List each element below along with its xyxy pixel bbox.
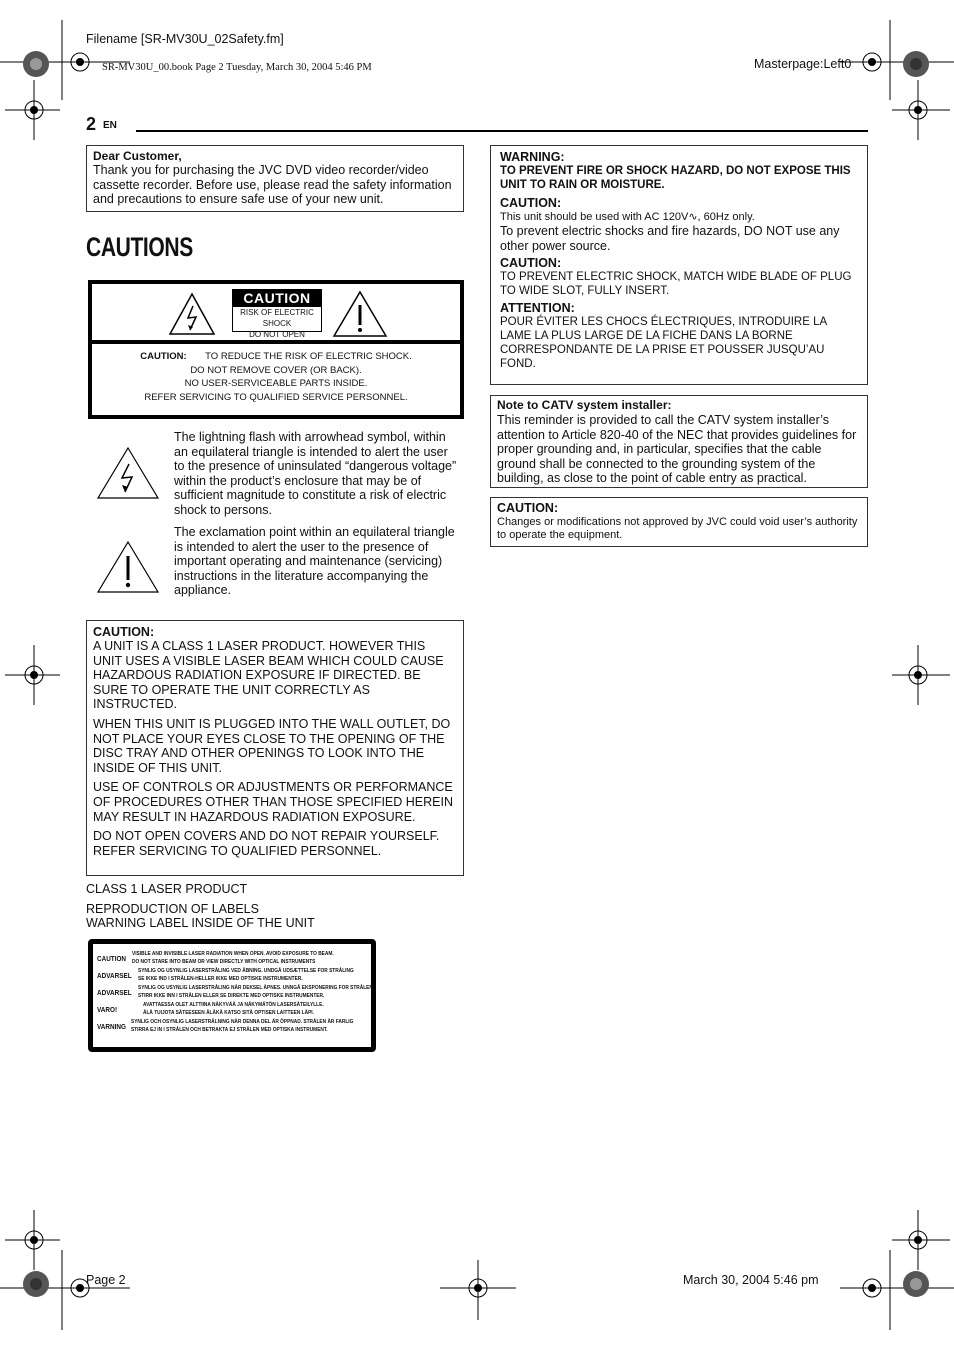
laser-label-line: SYNLIG OG USYNLIG LASERSTRÅLING NÅR DEKSEL ÅPNES. UNNGÅ EKSPONERING FOR STRÅLEN	[137, 985, 373, 991]
laser-label-text	[138, 967, 354, 983]
laser-label-line: DO NOT STARE INTO BEAM OR VIEW DIRECTLY WITH OPTICAL INSTRUMENTS	[132, 959, 316, 965]
dear-customer-box	[86, 145, 464, 212]
warning-title: WARNING:	[500, 150, 565, 164]
plug-caution-title: CAUTION:	[500, 256, 562, 271]
laser-label-row	[97, 984, 373, 1000]
lightning-symbol-icon	[96, 446, 160, 500]
laser-caution-box	[86, 620, 464, 876]
exclamation-triangle-icon	[332, 290, 388, 338]
header-rule	[136, 130, 868, 132]
caution-badge-sub2: DO NOT OPEN	[249, 330, 305, 339]
laser-label-line: VISIBLE AND INVISIBLE LASER RADIATION WHEN OPEN. AVOID EXPOSURE TO BEAM.	[132, 951, 335, 957]
laser-label-lang: VARNING	[97, 1021, 126, 1031]
laser-caution-title: CAUTION:	[93, 625, 155, 639]
laser-label-lang: CAUTION	[97, 953, 127, 963]
page-title: CAUTIONS	[86, 232, 193, 262]
modification-caution-text: Changes or modifications not approved by JVC could void user’s authority to operate the equipment.	[497, 516, 858, 541]
warning-label-inside: WARNING LABEL INSIDE OF THE UNIT	[86, 916, 315, 930]
catv-note-box	[490, 395, 868, 488]
footer-page: Page 2	[86, 1273, 126, 1287]
page-language: EN	[103, 120, 117, 131]
laser-label-line: SYNLIG OCH OSYNLIG LASERSTRÅLNING NÄR DENNA DEL ÄR ÖPPNAD. STRÅLEN ÄR FARLIG	[131, 1019, 354, 1025]
filename-label: Filename [SR-MV30U_02Safety.fm]	[86, 32, 284, 46]
modification-caution-title: CAUTION:	[497, 501, 559, 515]
catv-text: This reminder is provided to call the CATV system installer’s attention to Article 820-40 of the NEC that provides guidelines for proper grounding and, in particular, specifies that the cable ground shall be connected to the grounding system of the building, as close to the point of cable entry as practical.	[497, 413, 857, 486]
footer-date: March 30, 2004 5:46 pm	[683, 1273, 819, 1287]
laser-label-lang: VARO!	[97, 1004, 118, 1014]
caution-label-line4: REFER SERVICING TO QUALIFIED SERVICE PERSONNEL.	[144, 391, 408, 403]
laser-label-line: SYNLIG OG USYNLIG LASERSTRÅLING VED ÅBNING. UNDGÅ UDSÆTTELSE FOR STRÅLING	[137, 968, 354, 974]
laser-label-text	[137, 984, 373, 1000]
attention-text: POUR ÉVITER LES CHOCS ÉLECTRIQUES, INTRODUIRE LA LAME LA PLUS LARGE DE LA FICHE DANS LA BORNE CORRESPONDANTE DE LA PRISE ET POUSSER JUSQU’AU FOND.	[500, 316, 827, 371]
laser-caution-p3: USE OF CONTROLS OR ADJUSTMENTS OR PERFORMANCE OF PROCEDURES OTHER THAN THOSE SPECIFIED HEREIN MAY RESULT IN HAZARDOUS RADIATION EXPOSURE.	[93, 780, 454, 824]
caution-badge	[232, 289, 322, 339]
masterpage-label: Masterpage:Left0	[754, 57, 852, 71]
laser-label-line: AVATTAESSA OLET ALTTIINA NÄKYVÄÄ JA NÄKYMÄTÖN LASERSÄTEILYLLE.	[143, 1002, 324, 1008]
laser-caution-p1: A UNIT IS A CLASS 1 LASER PRODUCT. HOWEVER THIS UNIT USES A VISIBLE LASER BEAM WHICH COULD CAUSE HAZARDOUS RADIATION EXPOSURE IF DIRECTED. BE SURE TO OPERATE THE UNIT CORRECTLY AS INSTRUCTED.	[93, 639, 444, 712]
exclamation-symbol-text: The exclamation point within an equilateral triangle is intended to alert the user to the presence of important operating and maintenance (servicing) instructions in the literature accompanying the appliance.	[174, 525, 455, 598]
page-number: 2	[86, 114, 97, 134]
laser-label-line: STIRR IKKE INN I STRÅLEN ELLER SE DIREKTE MED OPTISKE INSTRUMENTER.	[137, 993, 325, 999]
caution-label-line1: TO REDUCE THE RISK OF ELECTRIC SHOCK.	[205, 351, 412, 362]
laser-label-text	[143, 1001, 336, 1017]
power-caution-text1: This unit should be used with AC 120V∿, 60Hz only.	[500, 211, 755, 223]
caution-badge-title: CAUTION	[232, 289, 322, 307]
caution-label-divider	[92, 340, 460, 344]
laser-label-text	[132, 950, 334, 966]
caution-label-panel	[88, 280, 464, 419]
caution-badge-sub1: RISK OF ELECTRIC SHOCK	[240, 308, 314, 328]
laser-caution-p2: WHEN THIS UNIT IS PLUGGED INTO THE WALL OUTLET, DO NOT PLACE YOUR EYES CLOSE TO THE OPENING OF THE DISC TRAY AND OTHER OPENINGS TO LOOK INTO THE INSIDE OF THIS UNIT.	[93, 716, 451, 775]
laser-label-row	[97, 950, 367, 966]
modification-caution-box	[490, 497, 868, 547]
laser-label-row	[97, 1001, 367, 1017]
exclamation-symbol-icon	[96, 540, 160, 594]
warning-text: TO PREVENT FIRE OR SHOCK HAZARD, DO NOT EXPOSE THIS UNIT TO RAIN OR MOISTURE.	[500, 165, 851, 191]
laser-label-line: ÄLÄ TUIJOTA SÄTEESEEN ÄLÄKÄ KATSO SITÄ OPTISEN LAITTEEN LÄPI.	[143, 1010, 314, 1016]
class1-label: CLASS 1 LASER PRODUCT	[86, 882, 248, 896]
laser-label-lang: ADVARSEL	[97, 970, 132, 980]
laser-label-text	[131, 1018, 353, 1034]
warning-box	[490, 145, 868, 385]
plug-caution-text: TO PREVENT ELECTRIC SHOCK, MATCH WIDE BLADE OF PLUG TO WIDE SLOT, FULLY INSERT.	[500, 271, 852, 298]
power-caution-title: CAUTION:	[500, 196, 562, 210]
caution-label-line2: DO NOT REMOVE COVER (OR BACK).	[190, 364, 362, 376]
dear-customer-text: Thank you for purchasing the JVC DVD video recorder/video cassette recorder. Before use, please read the safety information and precautions to ensure safe use of your new unit.	[93, 163, 452, 207]
laser-label-row	[97, 967, 367, 983]
power-caution-text2: To prevent electric shocks and fire hazards, DO NOT use any other power source.	[500, 224, 840, 253]
laser-label-rows	[97, 950, 373, 1034]
caution-label-prefix: CAUTION:	[140, 351, 187, 362]
dear-customer-title: Dear Customer,	[93, 149, 182, 163]
lightning-symbol-text: The lightning flash with arrowhead symbol, within an equilateral triangle is intended to alert the user to the presence of uninsulated “dangerous voltage” within the product’s enclosure that may be of sufficient magnitude to constitute a risk of electric shock to persons.	[174, 430, 457, 517]
laser-label-line: SE IKKE IND I STRÅLEN-HELLER IKKE MED OPTISKE INSTRUMENTER.	[137, 976, 303, 982]
catv-title: Note to CATV system installer:	[497, 398, 672, 412]
reproduction-label: REPRODUCTION OF LABELS	[86, 902, 259, 916]
caution-label-line3: NO USER-SERVICEABLE PARTS INSIDE.	[184, 378, 368, 389]
attention-title: ATTENTION:	[500, 301, 575, 316]
laser-label-lang: ADVARSEL	[97, 987, 132, 997]
caution-badge-sub	[232, 307, 322, 339]
laser-warning-label	[88, 939, 376, 1052]
caution-label-text	[92, 350, 460, 404]
laser-label-row	[97, 1018, 367, 1034]
lightning-triangle-icon	[168, 292, 216, 336]
book-info: SR-MV30U_00.book Page 2 Tuesday, March 30, 2004 5:46 PM	[102, 62, 372, 73]
laser-caution-p4: DO NOT OPEN COVERS AND DO NOT REPAIR YOURSELF. REFER SERVICING TO QUALIFIED PERSONNEL.	[93, 829, 440, 858]
laser-label-line: STIRRA EJ IN I STRÅLEN OCH BETRAKTA EJ STRÅLEN MED OPTISKA INSTRUMENT.	[131, 1027, 328, 1033]
